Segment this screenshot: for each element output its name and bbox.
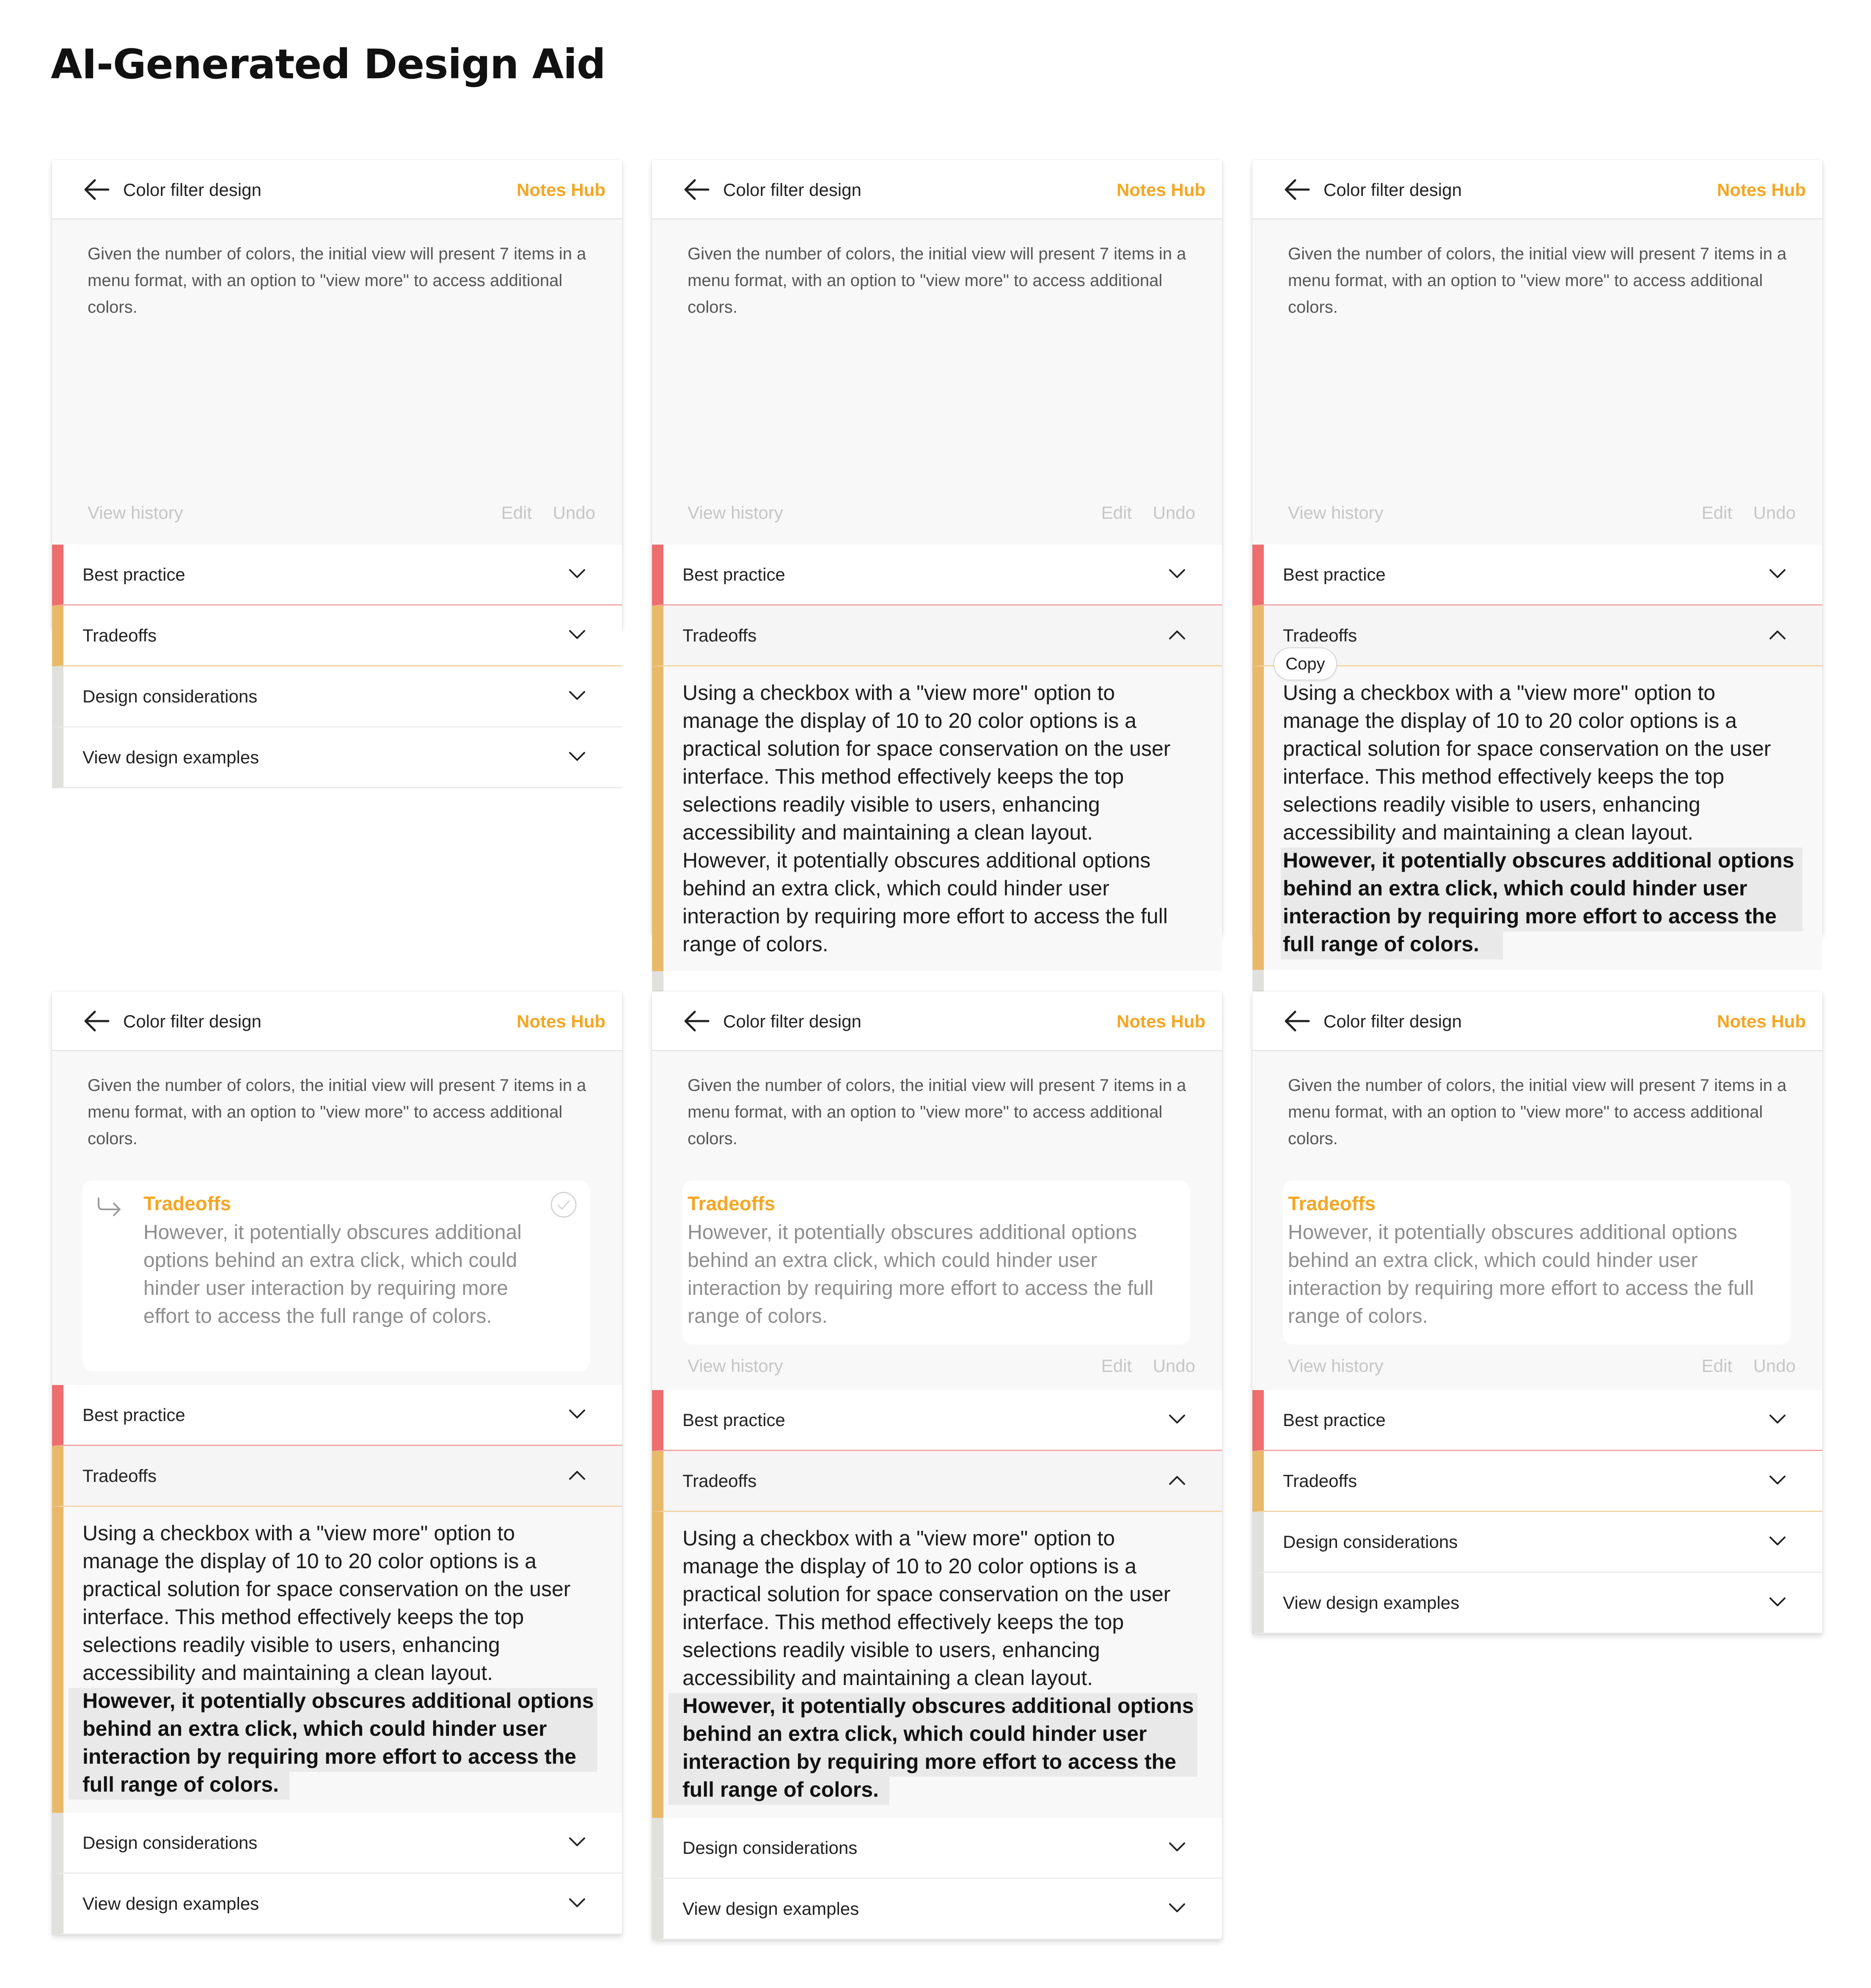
note-title: Color filter design <box>723 180 861 200</box>
note-description: Given the number of colors, the initial view will present 7 items in a menu format, with an option to "view more" to access additional colors. <box>688 1076 1186 1148</box>
tradeoffs-body <box>652 1512 1222 1818</box>
quote-card-title: Tradeoffs <box>143 1192 231 1214</box>
text-line: accessibility and maintaining a clean layout. <box>682 821 1093 844</box>
text-line: However, it potentially obscures additional options <box>1283 848 1794 872</box>
highlighted-text[interactable] <box>682 1692 1203 1804</box>
edit-link[interactable]: Edit <box>1101 503 1132 523</box>
page-title: AI-Generated Design Aid <box>51 41 605 88</box>
text-line: accessibility and maintaining a clean layout. <box>83 1661 493 1685</box>
section-label: Tradeoffs <box>1283 1471 1357 1491</box>
text-line: selections readily visible to users, enhancing <box>1283 793 1700 816</box>
chevron-down-icon <box>1769 1414 1786 1425</box>
section-label: Best practice <box>682 1410 785 1430</box>
text-line: interaction by requiring more effort to access the <box>83 1745 576 1768</box>
chevron-down-icon <box>1169 1903 1186 1914</box>
arrow-left-icon[interactable] <box>1284 1010 1310 1032</box>
text-line: full range of colors. <box>83 1773 279 1796</box>
section-tradeoffs[interactable] <box>652 1451 1222 1512</box>
arrow-left-icon[interactable] <box>84 1010 110 1032</box>
tradeoffs-body <box>652 666 1222 971</box>
text-line: practical solution for space conservation on the user <box>83 1577 571 1601</box>
quote-card-text: However, it potentially obscures additional options behind an extra click, which could hinder user interaction by requiring more effort to access the full range of colors. <box>688 1221 1153 1327</box>
section-label: Best practice <box>1283 564 1386 584</box>
edit-link[interactable]: Edit <box>1701 1356 1732 1376</box>
section-tradeoffs[interactable] <box>1252 1451 1822 1512</box>
section-label: Tradeoffs <box>1283 625 1357 645</box>
notes-panel <box>52 991 622 1935</box>
chevron-down-icon <box>569 1409 586 1420</box>
chevron-up-icon <box>1169 629 1186 640</box>
notes-panel <box>52 160 622 767</box>
note-title: Color filter design <box>123 1011 261 1031</box>
text-line: manage the display of 10 to 20 color options is a <box>682 1554 1136 1578</box>
section-best-practice[interactable] <box>52 545 622 606</box>
chevron-down-icon <box>1769 568 1786 579</box>
chevron-down-icon <box>569 690 586 701</box>
view-history-link[interactable]: View history <box>88 503 183 523</box>
text-line: behind an extra click, which could hinder user <box>1283 876 1747 900</box>
undo-link[interactable]: Undo <box>1753 503 1796 523</box>
section-label: View design examples <box>83 747 259 767</box>
section-tradeoffs[interactable] <box>652 606 1222 666</box>
notes-panel <box>1252 160 1822 956</box>
undo-link[interactable]: Undo <box>1153 1356 1195 1376</box>
undo-link[interactable]: Undo <box>1153 503 1195 523</box>
text-line: accessibility and maintaining a clean layout. <box>682 1666 1093 1690</box>
section-label: Best practice <box>83 564 185 584</box>
section-tradeoffs[interactable] <box>1252 606 1822 666</box>
chevron-down-icon <box>1769 1475 1786 1486</box>
chevron-up-icon <box>1169 1475 1186 1486</box>
text-line: interface. This method effectively keeps the top <box>682 1610 1124 1634</box>
quote-card-text: However, it potentially obscures additional options behind an extra click, which could hinder user interaction by requiring more effort to access the full range of colors. <box>143 1221 522 1327</box>
text-line: interface. This method effectively keeps the top <box>83 1605 524 1629</box>
text-line: interaction by requiring more effort to access the <box>682 1750 1176 1773</box>
chevron-down-icon <box>569 1837 586 1848</box>
view-history-link[interactable]: View history <box>688 503 783 523</box>
chevron-down-icon <box>1169 1414 1186 1425</box>
text-line: Using a checkbox with a "view more" option to <box>1283 681 1716 705</box>
tradeoffs-body <box>1252 666 1822 971</box>
section-design-considerations[interactable] <box>1252 1512 1822 1573</box>
chevron-up-icon <box>569 1470 586 1481</box>
section-label: Best practice <box>682 564 785 584</box>
quote-card-title: Tradeoffs <box>688 1192 776 1214</box>
section-label: Design considerations <box>83 686 258 706</box>
brand-link[interactable]: Notes Hub <box>1117 180 1205 200</box>
edit-link[interactable]: Edit <box>501 503 532 523</box>
section-design-considerations[interactable] <box>52 666 622 727</box>
section-label: Design considerations <box>682 1838 858 1858</box>
tradeoffs-text <box>83 1519 603 1687</box>
text-line: interface. This method effectively keeps the top <box>682 765 1124 788</box>
quote-card <box>682 1181 1190 1344</box>
text-line: However, it potentially obscures additional options <box>682 1694 1194 1718</box>
text-line: selections readily visible to users, enhancing <box>682 793 1100 816</box>
text-line: interaction by requiring more effort to access the <box>1283 904 1777 928</box>
chevron-down-icon <box>569 751 586 762</box>
chevron-down-icon <box>1769 1597 1786 1608</box>
panel-header <box>652 991 1222 1051</box>
text-line: full range of colors. <box>1283 932 1479 956</box>
note-title: Color filter design <box>123 180 261 200</box>
section-design-considerations[interactable] <box>52 1813 622 1874</box>
section-tradeoffs[interactable] <box>52 606 622 666</box>
quote-card <box>1283 1181 1791 1344</box>
section-tradeoffs[interactable] <box>52 1446 622 1507</box>
brand-link[interactable]: Notes Hub <box>517 180 605 200</box>
highlighted-text[interactable] <box>1283 846 1803 958</box>
section-view-design-examples[interactable] <box>1252 1573 1822 1634</box>
section-best-practice[interactable] <box>652 1390 1222 1451</box>
note-title: Color filter design <box>1323 1011 1462 1031</box>
section-label: View design examples <box>1283 1593 1460 1613</box>
arrow-left-icon[interactable] <box>1284 179 1310 201</box>
undo-link[interactable]: Undo <box>1753 1356 1796 1376</box>
text-line: manage the display of 10 to 20 color options is a <box>1283 709 1737 732</box>
quote-card-text: However, it potentially obscures additional options behind an extra click, which could hinder user interaction by requiring more effort to access the full range of colors. <box>1288 1221 1754 1327</box>
section-label: Best practice <box>1283 1410 1386 1430</box>
arrow-left-icon[interactable] <box>84 179 110 201</box>
chevron-down-icon <box>1169 1842 1186 1853</box>
section-label: View design examples <box>83 1894 259 1914</box>
text-line: manage the display of 10 to 20 color options is a <box>83 1549 537 1573</box>
brand-link[interactable]: Notes Hub <box>1717 1011 1806 1031</box>
section-label: Tradeoffs <box>682 625 757 645</box>
text-line: practical solution for space conservation on the user <box>682 737 1171 760</box>
section-design-considerations[interactable] <box>652 1818 1222 1879</box>
section-label: Design considerations <box>83 1833 258 1853</box>
text-line: full range of colors. <box>682 1778 879 1801</box>
quote-card <box>83 1181 590 1371</box>
section-best-practice[interactable] <box>52 1385 622 1446</box>
text-line: Using a checkbox with a "view more" option to <box>682 1526 1115 1550</box>
notes-panel <box>1252 991 1822 1634</box>
note-title: Color filter design <box>1323 180 1462 200</box>
panel-header <box>1252 991 1822 1051</box>
note-title: Color filter design <box>723 1011 861 1031</box>
text-line: selections readily visible to users, enhancing <box>83 1633 500 1657</box>
section-best-practice[interactable] <box>1252 545 1822 606</box>
section-label: Tradeoffs <box>83 625 157 645</box>
text-line: Using a checkbox with a "view more" option to <box>682 681 1115 705</box>
note-description: Given the number of colors, the initial view will present 7 items in a menu format, with an option to "view more" to access additional colors. <box>688 245 1186 317</box>
notes-panel <box>652 160 1222 956</box>
view-history-link[interactable]: View history <box>1288 503 1384 523</box>
section-view-design-examples[interactable] <box>52 727 622 788</box>
copy-button[interactable]: Copy <box>1274 647 1337 680</box>
text-line: However, it potentially obscures additional options <box>83 1689 594 1713</box>
chevron-up-icon <box>1769 629 1786 640</box>
text-line: interface. This method effectively keeps the top <box>1283 765 1725 788</box>
section-label: Best practice <box>83 1405 185 1425</box>
text-line: behind an extra click, which could hinder user <box>682 876 1109 900</box>
note-description: Given the number of colors, the initial view will present 7 items in a menu format, with an option to "view more" to access additional colors. <box>1288 245 1787 317</box>
text-line: practical solution for space conservation on the user <box>1283 737 1771 760</box>
section-view-design-examples[interactable] <box>52 1874 622 1935</box>
note-actions <box>88 500 595 526</box>
quote-card-title: Tradeoffs <box>1288 1192 1376 1214</box>
check-circle-icon[interactable] <box>550 1191 578 1219</box>
panel-header <box>1252 160 1822 220</box>
view-history-link[interactable]: View history <box>688 1356 783 1376</box>
note-description: Given the number of colors, the initial view will present 7 items in a menu format, with an option to "view more" to access additional colors. <box>1288 1076 1787 1148</box>
text-line: selections readily visible to users, enhancing <box>682 1638 1100 1662</box>
tradeoffs-body <box>52 1507 622 1813</box>
section-label: View design examples <box>682 1899 859 1919</box>
chevron-down-icon <box>569 568 586 579</box>
text-line: However, it potentially obscures additional options <box>682 848 1151 872</box>
arrow-left-icon[interactable] <box>684 1010 710 1032</box>
section-label: Design considerations <box>1283 1532 1458 1552</box>
edit-link[interactable]: Edit <box>1101 1356 1132 1376</box>
chevron-down-icon <box>1769 1536 1786 1547</box>
chevron-down-icon <box>1169 568 1186 579</box>
chevron-down-icon <box>569 1897 586 1908</box>
tradeoffs-text <box>682 679 1203 958</box>
note-actions <box>688 1353 1195 1379</box>
arrow-left-icon[interactable] <box>684 179 710 201</box>
tradeoffs-text <box>1283 679 1803 846</box>
text-line: practical solution for space conservation on the user <box>682 1582 1171 1606</box>
text-line: behind an extra click, which could hinder user <box>682 1722 1147 1746</box>
section-best-practice[interactable] <box>1252 1390 1822 1451</box>
tradeoffs-text <box>682 1524 1203 1692</box>
note-description: Given the number of colors, the initial view will present 7 items in a menu format, with an option to "view more" to access additional colors. <box>88 245 586 317</box>
text-line: Using a checkbox with a "view more" option to <box>83 1521 515 1545</box>
text-line: interaction by requiring more effort to access the full <box>682 904 1168 928</box>
section-label: Tradeoffs <box>682 1471 757 1491</box>
view-history-link[interactable]: View history <box>1288 1356 1384 1376</box>
reply-arrow-icon[interactable] <box>95 1196 123 1218</box>
note-actions <box>688 500 1195 526</box>
text-line: range of colors. <box>682 932 828 956</box>
panel-header <box>52 991 622 1051</box>
brand-link[interactable]: Notes Hub <box>517 1011 605 1031</box>
panel-header <box>652 160 1222 220</box>
section-label: Tradeoffs <box>83 1466 157 1486</box>
text-line: manage the display of 10 to 20 color options is a <box>682 709 1136 732</box>
text-line: behind an extra click, which could hinder user <box>83 1717 547 1740</box>
notes-panel <box>652 991 1222 1940</box>
edit-link[interactable]: Edit <box>1701 503 1732 523</box>
section-view-design-examples[interactable] <box>652 1879 1222 1940</box>
section-best-practice[interactable] <box>652 545 1222 606</box>
panel-header <box>52 160 622 220</box>
note-description: Given the number of colors, the initial view will present 7 items in a menu format, with an option to "view more" to access additional colors. <box>88 1076 586 1148</box>
text-line: accessibility and maintaining a clean layout. <box>1283 821 1693 844</box>
brand-link[interactable]: Notes Hub <box>1717 180 1806 200</box>
note-actions <box>1288 1353 1796 1379</box>
highlighted-text[interactable] <box>83 1687 603 1798</box>
brand-link[interactable]: Notes Hub <box>1117 1011 1205 1031</box>
undo-link[interactable]: Undo <box>553 503 595 523</box>
note-actions <box>1288 500 1796 526</box>
chevron-down-icon <box>569 629 586 640</box>
